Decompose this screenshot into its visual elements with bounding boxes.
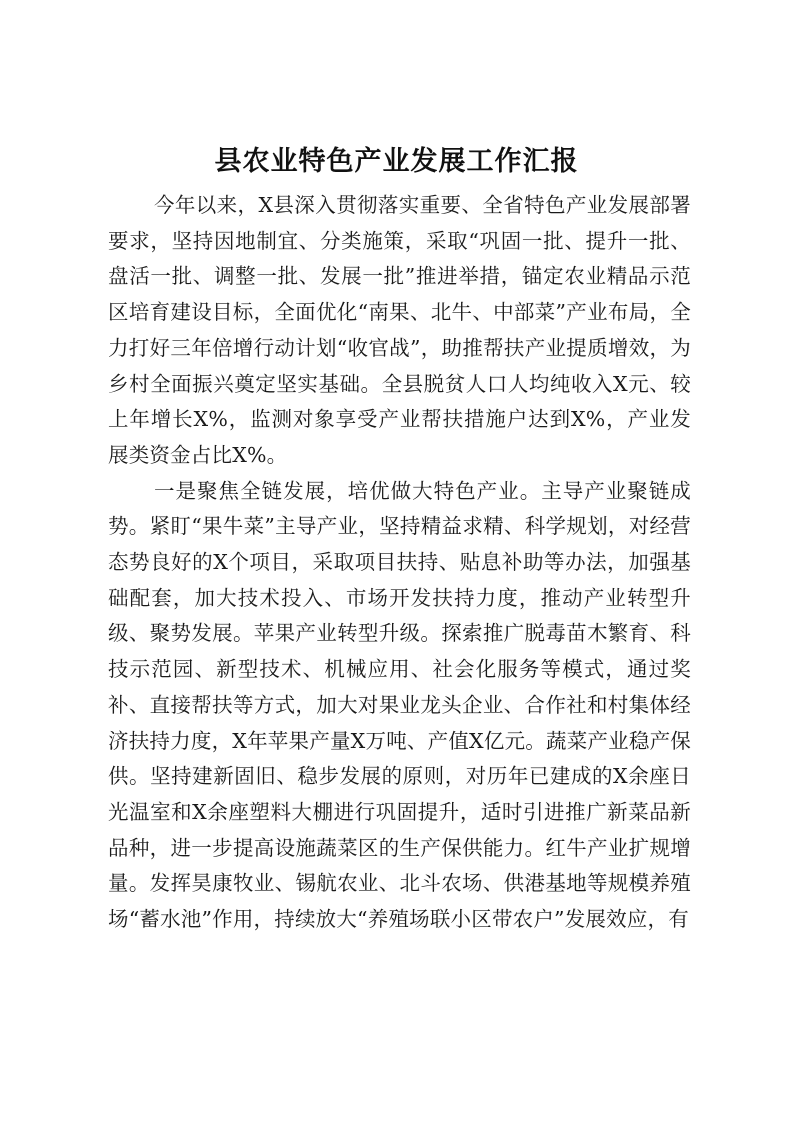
- document-body: [108, 188, 691, 938]
- document-title: 县农业特色产业发展工作汇报: [214, 146, 579, 177]
- paragraph-intro: 今年以来，X县深入贯彻落实重要、全省特色产业发展部署要求，坚持因地制宜、分类施策，采取“巩固一批、提升一批、盘活一批、调整一批、发展一批”推进举措，锚定农业精品示范区培育建设目标，全面优化“南果、北牛、中部菜”产业布局，全力打好三年倍增行动计划“收官战”，助推帮扶产业提质增效，为乡村全面振兴奠定坚实基础。全县脱贫人口人均纯收入X元、较上年增长X%，监测对象享受产业帮扶措施户达到X%，产业发展类资金占比X%。: [108, 193, 691, 467]
- paragraph-industry-chain: 一是聚焦全链发展，培优做大特色产业。主导产业聚链成势。紧盯“果牛菜”主导产业，坚持精益求精、科学规划，对经营态势良好的X个项目，采取项目扶持、贴息补助等办法，加强基础配套，加大技术投入、市场开发扶持力度，推动产业转型升级、聚势发展。苹果产业转型升级。探索推广脱毒苗木繁育、科技示范园、新型技术、机械应用、社会化服务等模式，通过奖补、直接帮扶等方式，加大对果业龙头企业、合作社和村集体经济扶持力度，X年苹果产量X万吨、产值X亿元。蔬菜产业稳产保供。坚持建新固旧、稳步发展的原则，对历年已建成的X余座日光温室和X余座塑料大棚进行巩固提升，适时引进推广新菜品新品种，进一步提高设施蔬菜区的生产保供能力。红牛产业扩规增量。发挥昊康牧业、锡航农业、北斗农场、供港基地等规模养殖场“蓄水池”作用，持续放大“养殖场联小区带农户”发展效应，有: [108, 478, 691, 932]
